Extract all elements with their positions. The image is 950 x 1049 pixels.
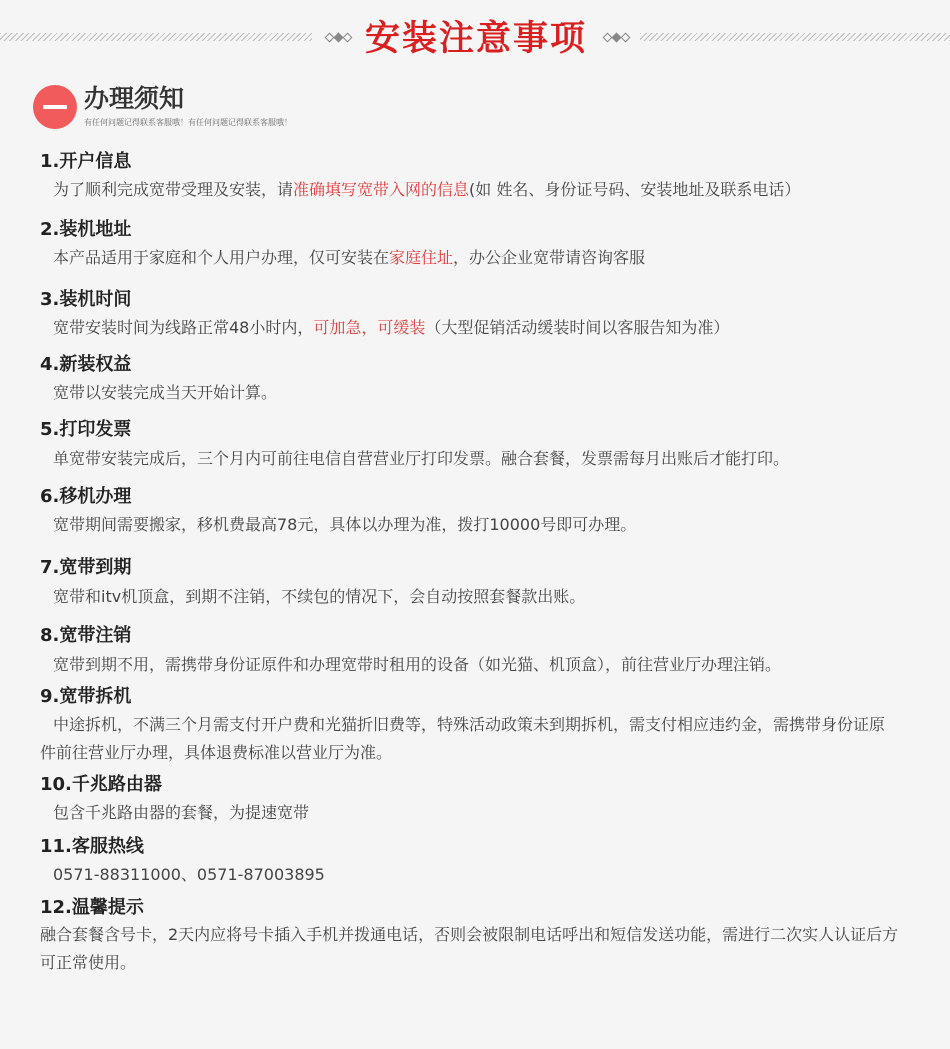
item-text-removal: 中途拆机，不满三个月需支付开户费和光猫折旧费等，特殊活动政策未到期拆机，需支付相应违约金，需携带身份证原件前往营业厅办理，具体退费标准以营业厅为准。: [40, 715, 886, 762]
diamond-ornament-right-icon: [596, 30, 636, 44]
highlight-text: 家庭住址: [389, 248, 454, 267]
item-title-new-benefits: 4.新装权益: [40, 354, 132, 375]
item-title-gigabit-router: 10.千兆路由器: [40, 774, 162, 795]
page-header: [0, 0, 950, 80]
highlight-text: 准确填写宽带入网的信息: [293, 180, 470, 199]
item-title-expiry: 7.宽带到期: [40, 557, 132, 578]
item-title-install-address: 2.装机地址: [40, 219, 132, 240]
item-text-gigabit-router: 包含千兆路由器的套餐，为提速宽带: [53, 803, 310, 822]
diamond-ornament-left-icon: [318, 30, 358, 44]
item-title-print-invoice: 5.打印发票: [40, 419, 132, 440]
item-title-hotline: 11.客服热线: [40, 836, 144, 857]
item-text-reminder: 融合套餐含号卡，2天内应将号卡插入手机并拨通电话，否则会被限制电话呼出和短信发送功能，需进行二次实人认证后方可正常使用。: [40, 925, 899, 972]
section-title: 办理须知: [84, 84, 185, 113]
item-title-removal: 9.宽带拆机: [40, 686, 132, 707]
item-text-install-time: 宽带安装时间为线路正常48小时内，可加急，可缓装（大型促销活动缓装时间以客服告知为准）: [53, 318, 730, 337]
highlight-text: 可加急，可缓装: [313, 318, 426, 337]
item-title-install-time: 3.装机时间: [40, 289, 132, 310]
item-title-cancellation: 8.宽带注销: [40, 625, 132, 646]
item-text-account-info: 为了顺利完成宽带受理及安装，请准确填写宽带入网的信息(如 姓名、身份证号码、安装地址及联系电话）: [53, 180, 801, 199]
page-title: 安装注意事项: [364, 19, 587, 59]
item-title-account-info: 1.开户信息: [40, 151, 132, 172]
item-text-hotline: 0571-88311000、0571-87003895: [53, 865, 325, 884]
item-text-expiry: 宽带和itv机顶盒，到期不注销，不续包的情况下，会自动按照套餐款出账。: [53, 587, 586, 606]
item-title-relocation: 6.移机办理: [40, 486, 132, 507]
item-text-relocation: 宽带期间需要搬家，移机费最高78元，具体以办理为准，拨打10000号即可办理。: [53, 515, 637, 534]
item-text-print-invoice: 单宽带安装完成后，三个月内可前往电信自营营业厅打印发票。融合套餐，发票需每月出账后才能打印。: [53, 449, 790, 468]
item-text-install-address: 本产品适用于家庭和个人用户办理，仅可安装在家庭住址，办公企业宽带请咨询客服: [53, 248, 646, 267]
decorative-hatch-left: [0, 33, 312, 41]
item-text-new-benefits: 宽带以安装完成当天开始计算。: [53, 383, 278, 402]
section-subtitle: 有任何问题记得联系客服哦！有任何问题记得联系客服哦！: [84, 118, 292, 127]
item-title-reminder: 12.温馨提示: [40, 897, 144, 918]
item-text-cancellation: 宽带到期不用，需携带身份证原件和办理宽带时租用的设备（如光猫、机顶盒），前往营业厅办理注销。: [53, 655, 782, 674]
section-number-badge-icon: [33, 85, 77, 129]
decorative-hatch-right: [640, 33, 950, 41]
